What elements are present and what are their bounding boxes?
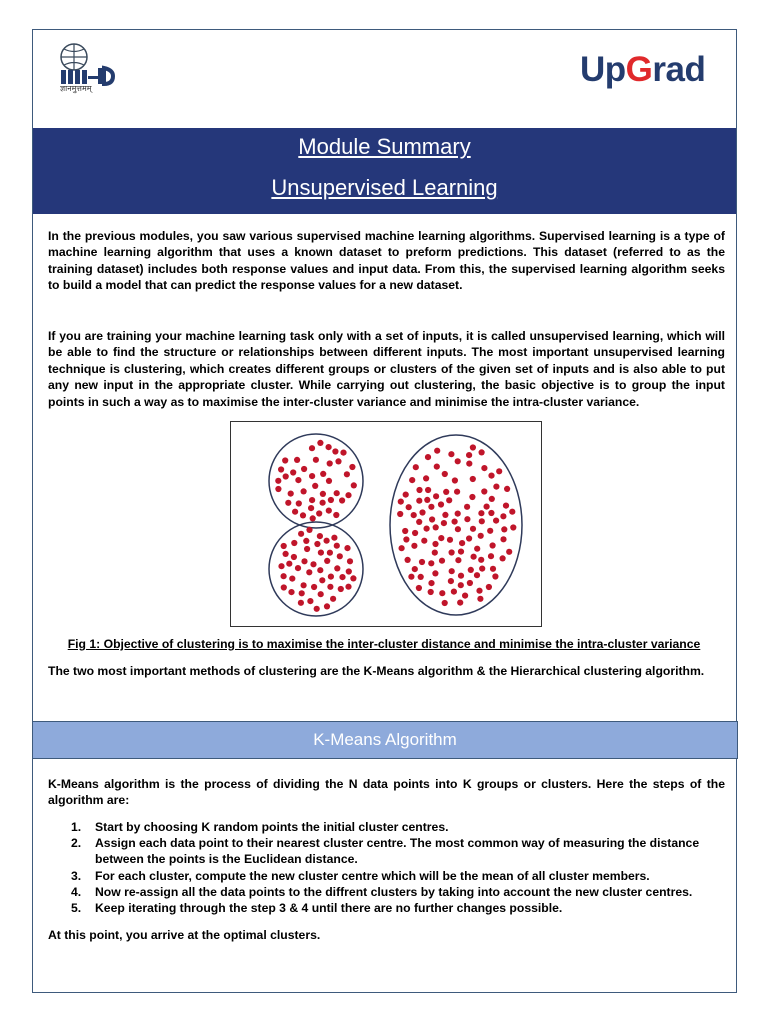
cluster-dot-right [464,516,470,522]
cluster-dot-bottom-left [344,545,350,551]
cluster-dot-bottom-left [314,606,320,612]
cluster-dot-right [469,494,475,500]
cluster-dot-bottom-left [310,561,316,567]
cluster-dot-bottom-left [339,574,345,580]
cluster-dot-right [488,510,494,516]
step-text: Assign each data point to their nearest cluster centre. The most common way of measuring the distance between the points is the Euclidean distance. [95,836,700,867]
cluster-dot-right [470,526,476,532]
cluster-dot-right [470,476,476,482]
cluster-dot-top-left [351,482,357,488]
cluster-dot-right [416,487,422,493]
cluster-dot-right [500,513,506,519]
cluster-dot-bottom-left [331,535,337,541]
clustering-figure-svg [231,422,541,626]
cluster-dot-bottom-left [317,533,323,539]
upgrad-logo [580,50,705,90]
cluster-dot-right [449,549,455,555]
cluster-dot-top-left [294,457,300,463]
cluster-dot-bottom-left [346,568,352,574]
cluster-dot-right [411,512,417,518]
cluster-dot-top-left [332,448,338,454]
cluster-dot-right [457,600,463,606]
cluster-dot-bottom-left [281,584,287,590]
cluster-dot-right [506,549,512,555]
cluster-dot-top-left [275,478,281,484]
step-text: Start by choosing K random points the initial cluster centres. [95,820,449,834]
cluster-dot-right [441,520,447,526]
figure-caption: Fig 1: Objective of clustering is to maximise the inter-cluster distance and minimise the intra-cluster variance [67,637,701,651]
cluster-dot-bottom-left [345,584,351,590]
cluster-dot-right [474,546,480,552]
cluster-dot-top-left [292,509,298,515]
cluster-dot-bottom-left [314,541,320,547]
cluster-dot-right [428,580,434,586]
cluster-dot-right [493,518,499,524]
cluster-dot-bottom-left [330,596,336,602]
cluster-dot-right [464,504,470,510]
cluster-dot-right [496,468,502,474]
step-text: Now re-assign all the data points to the diffrent clusters by taking into account the new cluster centres. [95,884,693,899]
cluster-dot-right [411,543,417,549]
cluster-dot-right [479,566,485,572]
cluster-dot-right [408,574,414,580]
cluster-dot-right [478,533,484,539]
step-number: 2. [71,836,82,851]
cluster-dot-bottom-left [337,553,343,559]
cluster-dot-bottom-left [318,550,324,556]
cluster-dot-right [466,461,472,467]
cluster-dot-top-left [310,515,316,521]
cluster-dot-top-left [312,483,318,489]
cluster-dot-bottom-left [317,567,323,573]
step-number: 1. [71,820,82,834]
cluster-dot-right [448,578,454,584]
cluster-dot-right [452,519,458,525]
methods-paragraph: The two most important methods of clustering are the K-Means algorithm & the Hierarchical clustering algorithm. [48,664,705,678]
cluster-dot-top-left [340,450,346,456]
cluster-dot-right [481,465,487,471]
cluster-dot-bottom-left [324,538,330,544]
step-number: 4. [71,884,82,899]
cluster-dot-right [466,452,472,458]
cluster-dot-right [462,593,468,599]
cluster-dot-right [454,489,460,495]
kmeans-step [48,835,725,867]
cluster-dot-top-left [335,458,341,464]
kmeans-conclusion: At this point, you arrive at the optimal clusters. [48,928,321,942]
cluster-dot-top-left [334,490,340,496]
cluster-dot-right [413,464,419,470]
upgrad-logo-part1: Up [580,50,626,89]
cluster-dot-right [433,524,439,530]
cluster-dot-top-left [309,497,315,503]
cluster-dot-bottom-left [281,573,287,579]
cluster-dot-right [421,538,427,544]
cluster-dot-right [416,519,422,525]
cluster-dot-top-left [301,466,307,472]
cluster-dot-right [492,573,498,579]
cluster-dot-right [428,504,434,510]
cluster-dot-right [434,448,440,454]
cluster-dot-right [455,526,461,532]
cluster-dot-bottom-left [303,538,309,544]
cluster-dot-right [493,484,499,490]
cluster-dot-bottom-left [278,563,284,569]
cluster-dot-right [432,550,438,556]
cluster-dot-right [403,492,409,498]
cluster-dot-top-left [309,445,315,451]
cluster-dot-right [398,499,404,505]
cluster-dot-bottom-left [306,569,312,575]
cluster-dot-top-left [282,457,288,463]
cluster-dot-right [416,498,422,504]
cluster-dot-top-left [316,510,322,516]
cluster-dot-right [434,464,440,470]
cluster-dot-top-left [300,512,306,518]
cluster-dot-bottom-left [289,576,295,582]
cluster-dot-bottom-left [324,603,330,609]
cluster-dot-right [399,545,405,551]
cluster-dot-top-left [275,486,281,492]
cluster-dot-right [412,566,418,572]
cluster-dot-right [455,557,461,563]
cluster-dot-right [509,509,515,515]
cluster-dot-right [458,573,464,579]
cluster-dot-top-left [285,500,291,506]
cluster-dot-right [452,477,458,483]
cluster-dot-right [484,504,490,510]
cluster-dot-right [439,558,445,564]
step-number: 3. [71,868,82,883]
cluster-dot-bottom-left [311,584,317,590]
cluster-dot-right [501,526,507,532]
cluster-dot-top-left [320,491,326,497]
cluster-dot-top-left [345,492,351,498]
cluster-dot-right [478,557,484,563]
cluster-dot-bottom-left [299,590,305,596]
cluster-dot-right [500,536,506,542]
cluster-dot-right [424,497,430,503]
cluster-dot-right [443,489,449,495]
kmeans-step [48,868,725,884]
cluster-dot-top-left [317,440,323,446]
cluster-dot-bottom-left [295,565,301,571]
cluster-dot-right [504,486,510,492]
title-banner [33,128,736,214]
kmeans-heading: K-Means Algorithm [32,721,738,759]
cluster-dot-right [416,585,422,591]
cluster-dot-right [481,488,487,494]
clustering-figure [230,421,542,627]
cluster-dot-right [446,497,452,503]
cluster-dot-right [490,542,496,548]
cluster-dot-bottom-left [347,558,353,564]
cluster-dot-bottom-left [327,584,333,590]
cluster-dot-right [432,570,438,576]
cluster-dot-top-left [326,444,332,450]
cluster-dot-right [428,560,434,566]
cluster-dot-right [428,589,434,595]
cluster-dot-top-left [326,508,332,514]
iiitb-motto: ज्ञानमुत्तमम् [60,84,92,93]
cluster-dot-bottom-left [291,554,297,560]
cluster-dot-bottom-left [298,531,304,537]
cluster-dot-right [419,509,425,515]
kmeans-intro: K-Means algorithm is the process of dividing the N data points into K groups or clusters. Here the steps of the algorithm are: [48,777,725,808]
cluster-dot-top-left [295,477,301,483]
cluster-dot-right [418,574,424,580]
cluster-dot-top-left [344,471,350,477]
kmeans-step [48,884,725,900]
cluster-dot-bottom-left [324,558,330,564]
cluster-dot-right [439,590,445,596]
cluster-dot-bottom-left [301,558,307,564]
cluster-dot-bottom-left [319,577,325,583]
cluster-dot-right [470,444,476,450]
cluster-dot-top-left [290,469,296,475]
cluster-dot-right [405,557,411,563]
cluster-dot-right [500,555,506,561]
cluster-dot-top-left [327,460,333,466]
cluster-dot-bottom-left [283,551,289,557]
cluster-dot-right [403,536,409,542]
cluster-dot-right [510,524,516,530]
cluster-dot-right [458,582,464,588]
cluster-dot-right [451,589,457,595]
cluster-dot-top-left [301,488,307,494]
cluster-dot-bottom-left [301,582,307,588]
upgrad-logo-part3: rad [652,50,706,89]
cluster-dot-right [402,528,408,534]
cluster-dot-top-left [283,473,289,479]
cluster-dot-top-left [296,500,302,506]
cluster-dot-right [486,584,492,590]
cluster-dot-top-left [349,464,355,470]
cluster-dot-right [468,567,474,573]
cluster-dot-right [424,526,430,532]
cluster-dot-right [488,553,494,559]
cluster-dot-right [419,559,425,565]
step-text: For each cluster, compute the new cluster centre which will be the mean of all cluster members. [95,868,650,883]
cluster-dot-top-left [278,466,284,472]
iiitb-logo [58,42,128,94]
cluster-dot-right [409,477,415,483]
cluster-dot-right [433,493,439,499]
cluster-dot-right [489,496,495,502]
cluster-dot-bottom-left [307,598,313,604]
cluster-dot-top-left [328,497,334,503]
upgrad-logo-part2: G [625,50,653,89]
cluster-dot-right [429,516,435,522]
cluster-dot-right [477,596,483,602]
cluster-dot-right [474,572,480,578]
cluster-dot-bottom-left [328,574,334,580]
cluster-dot-right [397,511,403,517]
cluster-dot-bottom-left [281,543,287,549]
cluster-dot-right [425,454,431,460]
cluster-dot-bottom-left [327,550,333,556]
cluster-dot-bottom-left [318,591,324,597]
cluster-dot-right [412,530,418,536]
cluster-dot-right [458,549,464,555]
cluster-dot-right [423,475,429,481]
cluster-dot-bottom-left [291,540,297,546]
cluster-dot-right [455,511,461,517]
cluster-dot-right [466,535,472,541]
cluster-dot-right [449,568,455,574]
cluster-dot-right [467,580,473,586]
cluster-dot-bottom-left [334,565,340,571]
cluster-dot-bottom-left [298,600,304,606]
kmeans-steps [48,819,725,916]
cluster-dot-bottom-left [306,527,312,533]
cluster-dot-right [442,471,448,477]
cluster-dot-top-left [333,512,339,518]
kmeans-step [48,900,725,916]
cluster-dot-bottom-left [334,543,340,549]
page-subtitle: Unsupervised Learning [271,175,498,200]
cluster-dot-right [425,487,431,493]
cluster-dot-right [459,540,465,546]
cluster-dot-right [479,518,485,524]
cluster-dot-bottom-left [286,561,292,567]
page-title: Module Summary [298,134,471,159]
cluster-dot-right [490,566,496,572]
cluster-dot-bottom-left [338,586,344,592]
cluster-dot-bottom-left [304,546,310,552]
cluster-dot-top-left [326,478,332,484]
cluster-dot-top-left [320,500,326,506]
cluster-dot-bottom-left [288,589,294,595]
cluster-dot-top-left [313,457,319,463]
cluster-dot-top-left [308,505,314,511]
step-text: Keep iterating through the step 3 & 4 until there are no further changes possible. [95,901,563,916]
cluster-dot-right [487,528,493,534]
cluster-dot-right [438,501,444,507]
cluster-dot-right [478,510,484,516]
cluster-dot-top-left [288,491,294,497]
cluster-outline-top-left [269,434,363,528]
cluster-dot-right [488,473,494,479]
step-number: 5. [71,901,82,916]
cluster-dot-right [432,541,438,547]
cluster-dot-right [479,449,485,455]
cluster-dot-right [447,537,453,543]
kmeans-step [48,819,725,835]
intro-paragraph-2: If you are training your machine learning task only with a set of inputs, it is called unsupervised learning, which will be able to find the structure or relationships between different inputs. The most important unsupervised learning technique is clustering, which creates different groups or clusters of the given set of inputs and is also able to put any new input in the appropriate cluster. While carrying out clustering, the basic objective is to group the input points in such a way as to maximise the inter-cluster variance and minimise the intra-cluster variance. [48,329,725,409]
cluster-dot-right [503,503,509,509]
intro-paragraph-1: In the previous modules, you saw various supervised machine learning algorithms. Supervised learning is a type of machine learning algorithm that uses a known dataset to preform predictions. This dataset (referred to as the training dataset) includes both response values and input data. From this, the supervised learning algorithm seeks to build a model that can predict the response values for a new dataset. [48,229,725,293]
cluster-dot-bottom-left [350,575,356,581]
cluster-dot-right [471,554,477,560]
cluster-dot-right [448,451,454,457]
cluster-dot-right [406,504,412,510]
cluster-dot-right [438,535,444,541]
cluster-dot-top-left [309,473,315,479]
cluster-dot-right [455,458,461,464]
cluster-dot-top-left [320,471,326,477]
cluster-dot-right [442,600,448,606]
cluster-dot-right [476,588,482,594]
cluster-dot-top-left [339,497,345,503]
cluster-dot-right [442,512,448,518]
